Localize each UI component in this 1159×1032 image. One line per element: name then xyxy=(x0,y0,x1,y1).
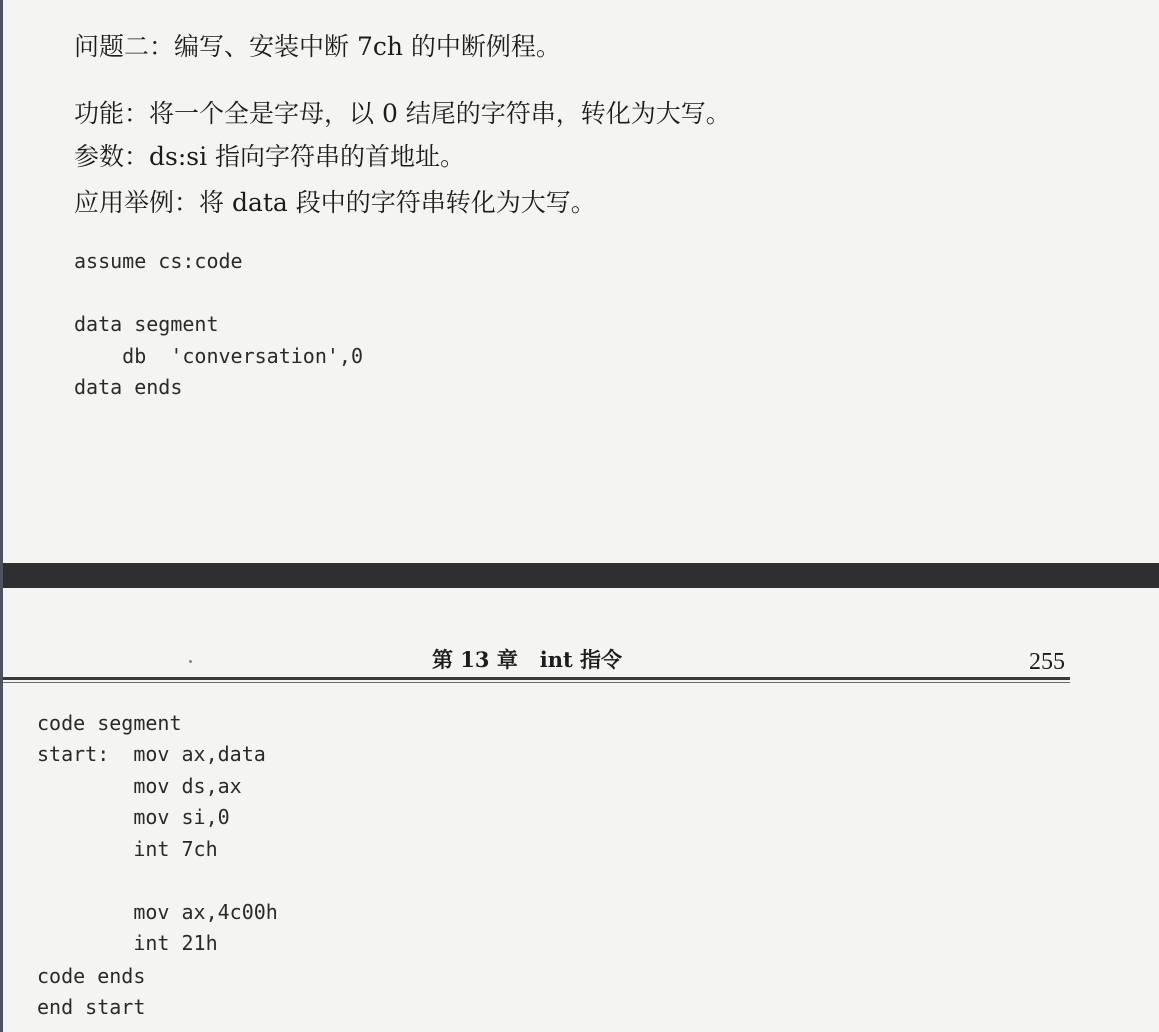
code-line-data-segment: data segment xyxy=(74,312,219,336)
parameter-description: 参数：ds:si 指向字符串的首地址。 xyxy=(74,142,466,171)
example-description: 应用举例：将 data 段中的字符串转化为大写。 xyxy=(74,188,596,217)
code-line-data-ends: data ends xyxy=(74,375,183,399)
scan-speck xyxy=(189,660,192,663)
code-line-int-7ch: int 7ch xyxy=(37,837,218,861)
code-line-int-21h: int 21h xyxy=(37,931,218,955)
page-separator xyxy=(3,563,1159,588)
function-description: 功能：将一个全是字母，以 0 结尾的字符串，转化为大写。 xyxy=(74,99,731,128)
code-line-mov-ds: mov ds,ax xyxy=(37,774,242,798)
code-line-code-segment: code segment xyxy=(37,711,182,735)
header-rule xyxy=(3,677,1070,680)
book-page-top xyxy=(3,0,1159,563)
code-line-db: db 'conversation',0 xyxy=(74,344,363,368)
code-line-mov-ax-4c00h: mov ax,4c00h xyxy=(37,900,278,924)
question-heading: 问题二：编写、安装中断 7ch 的中断例程。 xyxy=(74,32,561,61)
code-line-end-start: end start xyxy=(37,995,146,1019)
code-line-code-ends: code ends xyxy=(37,964,146,988)
code-line-start: start: mov ax,data xyxy=(37,742,266,766)
header-rule-thin xyxy=(3,682,1070,683)
chapter-title: 第 13 章 int 指令 xyxy=(432,647,623,672)
page-number: 255 xyxy=(1029,649,1065,675)
code-line-assume: assume cs:code xyxy=(74,249,243,273)
code-line-mov-si: mov si,0 xyxy=(37,805,230,829)
